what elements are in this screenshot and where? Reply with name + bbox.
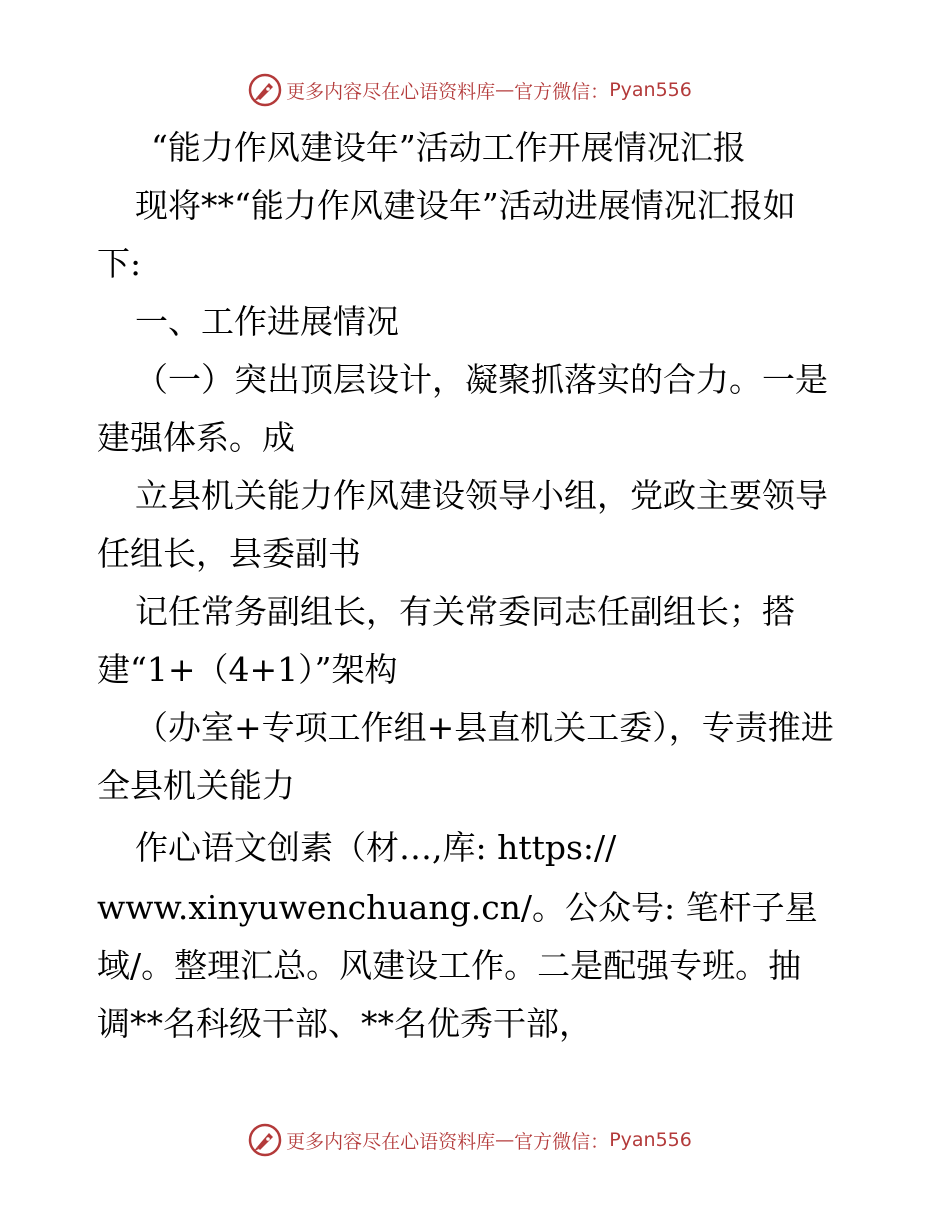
- document-title: “能力作风建设年”活动工作开展情况汇报: [151, 128, 746, 167]
- paragraph-line: 全县机关能力: [97, 766, 295, 805]
- paragraph-line: （办室+专项工作组+县直机关工委），专责推进: [135, 708, 834, 747]
- paragraph-line: 任组长，县委副书: [97, 534, 361, 573]
- header-brand-text: 更多内容尽在心语资料库: [286, 80, 496, 103]
- paragraph-line: 建强体系。成: [97, 418, 295, 457]
- pen-nib-logo-icon: [248, 1123, 282, 1157]
- footer-wechat-label: 官方微信：: [514, 1130, 610, 1153]
- header-wechat-label: 官方微信：: [514, 80, 610, 103]
- header-wechat-id: Pyan556: [609, 79, 692, 101]
- footer-banner: [0, 1120, 950, 1160]
- paragraph-line: 域/。整理汇总。风建设工作。二是配强专班。抽: [97, 946, 802, 985]
- paragraph-line: 作心语文创素（材…,库: https://: [135, 828, 617, 867]
- paragraph-line: 建“1+（4+1）”架构: [97, 650, 398, 689]
- paragraph-line: 下:: [97, 244, 142, 283]
- paragraph-line: 调**名科级干部、**名优秀干部，: [97, 1004, 592, 1043]
- footer-dash: —: [495, 1129, 515, 1151]
- paragraph-line: 立县机关能力作风建设领导小组，党政主要领导: [135, 476, 828, 515]
- footer-banner-inner: [248, 1123, 692, 1157]
- section-heading: 一、工作进展情况: [135, 302, 399, 341]
- paragraph-line: 记任常务副组长，有关常委同志任副组长；搭: [135, 592, 795, 631]
- pen-nib-logo-icon: [248, 73, 282, 107]
- footer-wechat-id: Pyan556: [609, 1129, 692, 1151]
- header-banner-inner: [248, 73, 692, 107]
- header-banner: [0, 70, 950, 110]
- header-dash: —: [495, 79, 515, 101]
- paragraph-line: （一）突出顶层设计，凝聚抓落实的合力。一是: [135, 360, 828, 399]
- footer-brand-text: 更多内容尽在心语资料库: [286, 1130, 496, 1153]
- paragraph-line: www.xinyuwenchuang.cn/。公众号: 笔杆子星: [97, 888, 818, 927]
- paragraph-line: 现将**“能力作风建设年”活动进展情况汇报如: [135, 186, 796, 225]
